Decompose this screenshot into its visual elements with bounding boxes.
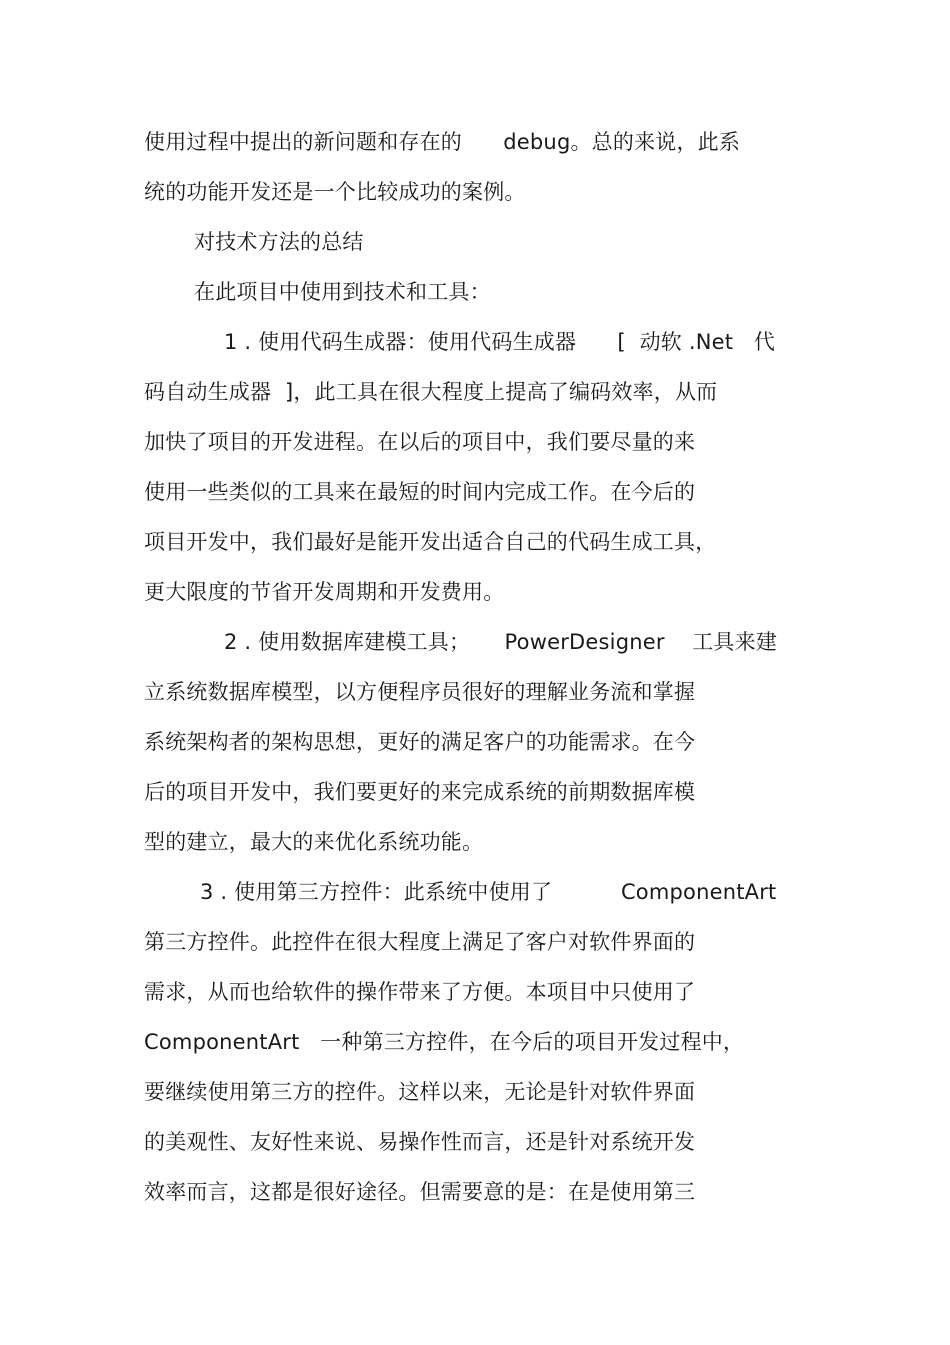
text-line-2: 统的功能开发还是一个比较成功的案例。: [144, 180, 526, 204]
list-item-1: 1 . 使用代码生成器：使用代码生成器 [ 动软 .Net 代: [224, 330, 776, 354]
list-item-3: 3 . 使用第三方控件：此系统中使用了 ComponentArt: [200, 880, 777, 904]
text-line-6: 码自动生成器 ]，此工具在很大程度上提高了编码效率，从而: [144, 380, 718, 404]
text-line-7: 加快了项目的开发进程。在以后的项目中，我们要尽量的来: [144, 430, 696, 454]
text-line-8: 使用一些类似的工具来在最短的时间内完成工作。在今后的: [144, 480, 696, 504]
text-line-19: ComponentArt 一种第三方控件，在今后的项目开发过程中，: [144, 1030, 745, 1054]
text-line-1: 使用过程中提出的新问题和存在的 debug。总的来说，此系: [144, 130, 741, 154]
text-line-12: 立系统数据库模型，以方便程序员很好的理解业务流和掌握: [144, 680, 696, 704]
section-heading: 对技术方法的总结: [194, 230, 364, 254]
text-line-9: 项目开发中，我们最好是能开发出适合自己的代码生成工具，: [144, 530, 717, 554]
text-line-17: 第三方控件。此控件在很大程度上满足了客户对软件界面的: [144, 930, 696, 954]
text-line-18: 需求，从而也给软件的操作带来了方便。本项目中只使用了: [144, 980, 696, 1004]
text-line-4: 在此项目中使用到技术和工具：: [194, 280, 491, 304]
text-line-14: 后的项目开发中，我们要更好的来完成系统的前期数据库模: [144, 780, 696, 804]
text-line-21: 的美观性、友好性来说、易操作性而言，还是针对系统开发: [144, 1130, 696, 1154]
text-line-20: 要继续使用第三方的控件。这样以来，无论是针对软件界面: [144, 1080, 696, 1104]
text-line-15: 型的建立，最大的来优化系统功能。: [144, 830, 484, 854]
text-line-10: 更大限度的节省开发周期和开发费用。: [144, 580, 505, 604]
list-item-2: 2 . 使用数据库建模工具； PowerDesigner 工具来建: [224, 630, 778, 654]
text-line-13: 系统架构者的架构思想，更好的满足客户的功能需求。在今: [144, 730, 696, 754]
text-line-22: 效率而言，这都是很好途径。但需要意的是：在是使用第三: [144, 1180, 696, 1204]
